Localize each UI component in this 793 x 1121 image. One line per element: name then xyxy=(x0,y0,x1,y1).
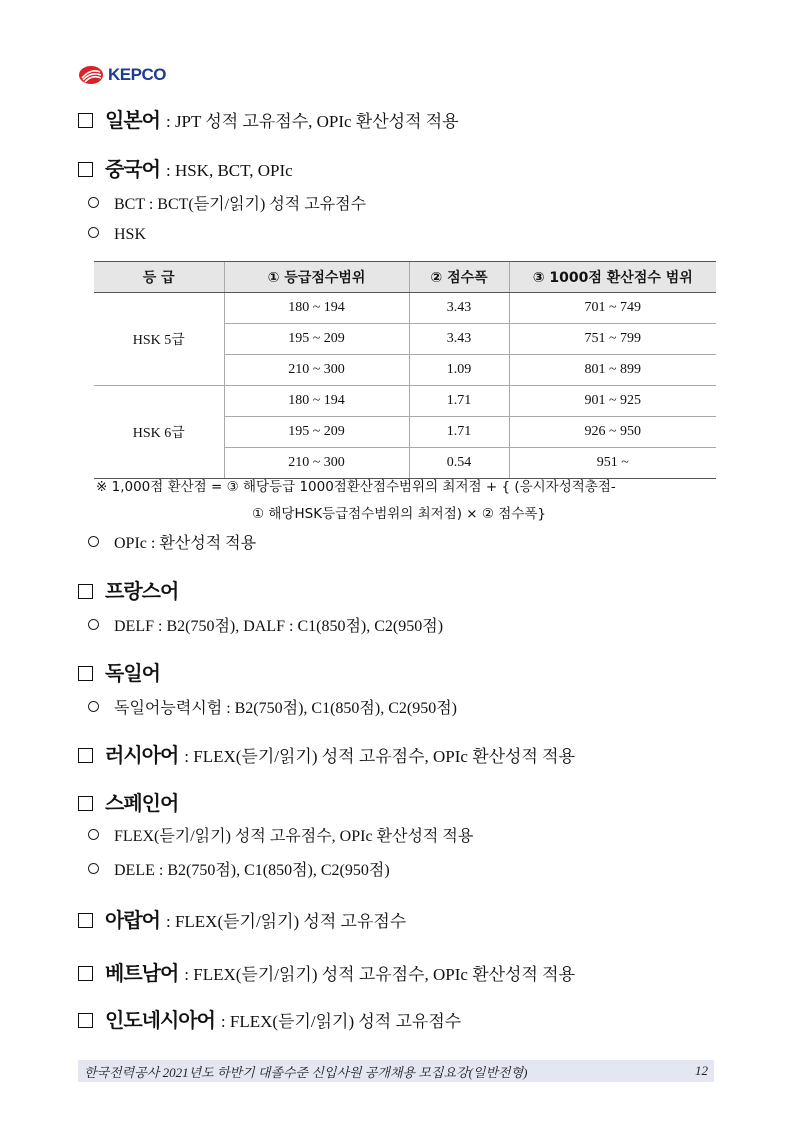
bullet-german-test xyxy=(88,695,457,718)
bullet-bct xyxy=(88,191,366,214)
bullet-text: 독일어능력시험 : B2(750점), C1(850점), C2(950점) xyxy=(114,700,457,717)
page-footer xyxy=(78,1060,714,1082)
hsk-conversion-table xyxy=(94,261,716,479)
table-cell: 1.09 xyxy=(409,355,509,386)
table-row xyxy=(94,386,716,417)
section-title: 스페인어 xyxy=(105,791,179,815)
table-cell: 3.43 xyxy=(409,324,509,355)
checkbox-square-icon xyxy=(78,796,93,811)
checkbox-square-icon xyxy=(78,584,93,599)
bullet-circle-icon xyxy=(88,863,99,874)
section-title: 프랑스어 xyxy=(105,579,179,603)
table-cell: 195 ~ 209 xyxy=(224,324,409,355)
grade-cell: HSK 6급 xyxy=(94,386,224,479)
bullet-text: OPIc : 환산성적 적용 xyxy=(114,535,257,552)
bullet-text: BCT : BCT(듣기/읽기) 성적 고유점수 xyxy=(114,196,367,213)
table-header-row xyxy=(94,262,716,293)
section-desc: : FLEX(듣기/읽기) 성적 고유점수 xyxy=(165,912,407,931)
section-title: 중국어 xyxy=(105,157,160,181)
bullet-circle-icon xyxy=(88,829,99,840)
grade-cell: HSK 5급 xyxy=(94,293,224,386)
checkbox-square-icon xyxy=(78,1013,93,1028)
kepco-logo-icon xyxy=(78,65,104,85)
section-title: 베트남어 xyxy=(105,961,179,985)
section-title: 독일어 xyxy=(105,661,160,685)
kepco-logo xyxy=(78,64,188,86)
bullet-spanish-flex xyxy=(88,823,473,846)
section-japanese xyxy=(78,104,459,133)
table-cell: 3.43 xyxy=(409,293,509,324)
section-desc: : HSK, BCT, OPIc xyxy=(165,161,293,180)
section-title: 일본어 xyxy=(105,108,160,132)
bullet-text: FLEX(듣기/읽기) 성적 고유점수, OPIc 환산성적 적용 xyxy=(114,828,474,845)
bullet-text: DELF : B2(750점), DALF : C1(850점), C2(950점) xyxy=(114,618,444,635)
formula-note-line1: ※ 1,000점 환산점 = ③ 해당등급 1000점환산점수범위의 최저점 + { (응시자성적총점- xyxy=(96,479,616,495)
section-french xyxy=(78,575,184,604)
section-title: 아랍어 xyxy=(105,908,160,932)
table-header: ③ 1000점 환산점수 범위 xyxy=(509,262,716,293)
section-vietnamese xyxy=(78,957,575,986)
table-cell: 751 ~ 799 xyxy=(509,324,716,355)
bullet-circle-icon xyxy=(88,619,99,630)
bullet-circle-icon xyxy=(88,701,99,712)
section-indonesian xyxy=(78,1004,461,1033)
section-chinese xyxy=(78,153,293,182)
bullet-text: HSK xyxy=(114,226,147,243)
checkbox-square-icon xyxy=(78,162,93,177)
table-header: ① 등급점수범위 xyxy=(224,262,409,293)
table-cell: 0.54 xyxy=(409,448,509,479)
checkbox-square-icon xyxy=(78,913,93,928)
section-desc: : JPT 성적 고유점수, OPIc 환산성적 적용 xyxy=(165,112,459,131)
checkbox-square-icon xyxy=(78,748,93,763)
section-desc: : FLEX(듣기/읽기) 성적 고유점수 xyxy=(220,1012,462,1031)
table-cell: 1.71 xyxy=(409,386,509,417)
bullet-opic xyxy=(88,530,256,553)
formula-note-line2: ① 해당HSK등급점수범위의 최저점) × ② 점수폭} xyxy=(252,506,547,522)
checkbox-square-icon xyxy=(78,666,93,681)
bullet-dele xyxy=(88,857,390,880)
section-desc: : FLEX(듣기/읽기) 성적 고유점수, OPIc 환산성적 적용 xyxy=(184,747,575,766)
bullet-text: DELE : B2(750점), C1(850점), C2(950점) xyxy=(114,862,390,879)
table-cell: 801 ~ 899 xyxy=(509,355,716,386)
page-number: 12 xyxy=(695,1063,708,1078)
bullet-circle-icon xyxy=(88,227,99,238)
table-cell: 1.71 xyxy=(409,417,509,448)
table-cell: 926 ~ 950 xyxy=(509,417,716,448)
checkbox-square-icon xyxy=(78,113,93,128)
table-row xyxy=(94,293,716,324)
bullet-delf xyxy=(88,613,443,636)
table-header: ② 점수폭 xyxy=(409,262,509,293)
table-cell: 195 ~ 209 xyxy=(224,417,409,448)
section-title: 러시아어 xyxy=(105,743,179,767)
section-title: 인도네시아어 xyxy=(105,1008,215,1032)
table-cell: 210 ~ 300 xyxy=(224,448,409,479)
bullet-circle-icon xyxy=(88,197,99,208)
table-cell: 951 ~ xyxy=(509,448,716,479)
section-desc: : FLEX(듣기/읽기) 성적 고유점수, OPIc 환산성적 적용 xyxy=(184,965,575,984)
bullet-hsk xyxy=(88,226,146,244)
table-header: 등 급 xyxy=(94,262,224,293)
bullet-circle-icon xyxy=(88,536,99,547)
checkbox-square-icon xyxy=(78,966,93,981)
table-cell: 901 ~ 925 xyxy=(509,386,716,417)
section-russian xyxy=(78,739,575,768)
section-arabic xyxy=(78,904,406,933)
section-german xyxy=(78,657,166,686)
section-spanish xyxy=(78,787,184,816)
table-cell: 210 ~ 300 xyxy=(224,355,409,386)
footer-text: 한국전력공사 2021년도 하반기 대졸수준 신입사원 공개채용 모집요강(일반전형) xyxy=(84,1064,528,1080)
table-cell: 701 ~ 749 xyxy=(509,293,716,324)
logo-text: KEPCO xyxy=(108,65,166,84)
table-cell: 180 ~ 194 xyxy=(224,386,409,417)
table-cell: 180 ~ 194 xyxy=(224,293,409,324)
